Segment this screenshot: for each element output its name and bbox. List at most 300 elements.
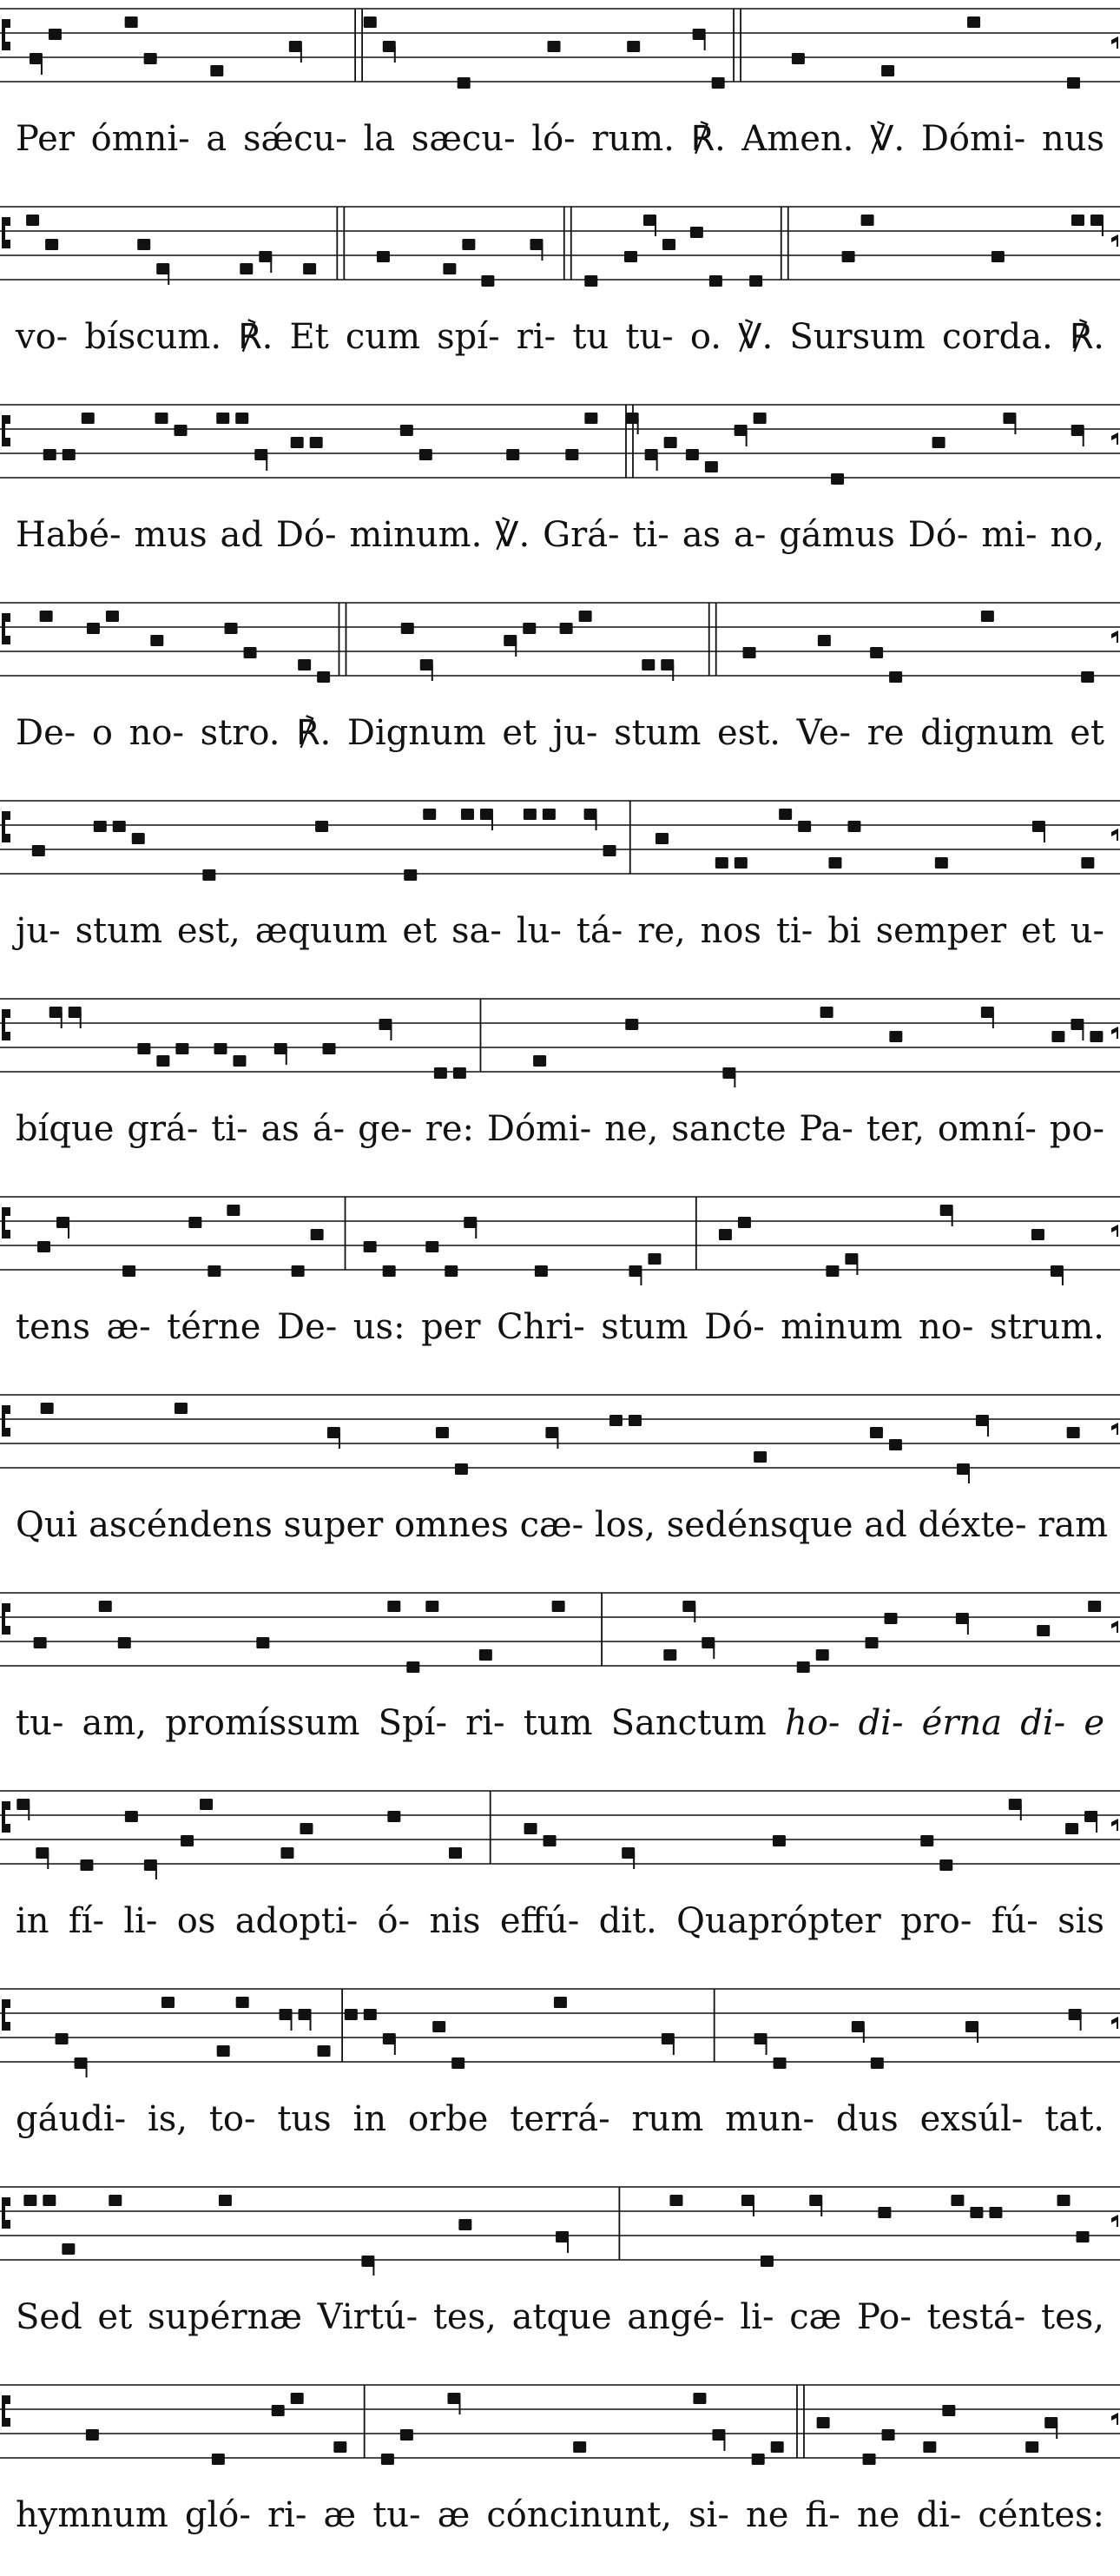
staff-system	[0, 1784, 1120, 1982]
neume-note	[254, 449, 267, 460]
neume-note	[852, 2021, 865, 2032]
neume-note	[735, 425, 748, 436]
neume-note	[436, 1427, 449, 1438]
neume-note	[303, 263, 316, 274]
neume-note	[420, 659, 433, 670]
lyric-syllable: to-	[208, 2099, 256, 2139]
lyric-syllable: am,	[82, 1703, 148, 1743]
lyric-syllable: tat.	[1044, 2099, 1104, 2139]
neume-note	[818, 635, 831, 646]
lyric-syllable: ad	[220, 515, 263, 555]
neume-note	[400, 425, 413, 436]
neume-note	[1051, 1265, 1064, 1277]
neume-note	[754, 413, 767, 424]
neume-note	[863, 2454, 876, 2465]
lyric-syllable: á-	[312, 1109, 346, 1149]
lyric-syllable: Dó-	[275, 515, 337, 555]
neume-note	[664, 437, 677, 448]
lyric-syllable: ju-	[552, 713, 598, 753]
lyric-syllable: Dó-	[907, 515, 969, 555]
lyric-syllable: dit.	[598, 1901, 657, 1941]
neume-note	[345, 2009, 358, 2020]
lyric-syllable: et	[1070, 713, 1104, 753]
neume-note	[144, 1859, 157, 1871]
lyrics-line	[0, 104, 1120, 174]
neume-note	[292, 1265, 305, 1277]
custos-icon	[1111, 829, 1118, 841]
lyric-syllable: ℟.	[1069, 317, 1104, 357]
neume-note	[643, 215, 656, 226]
neume-note	[240, 263, 253, 274]
neume-note	[820, 1007, 833, 1018]
lyric-syllable: rum.	[591, 119, 675, 159]
neume-note	[1069, 2009, 1082, 2020]
neume-note	[956, 1613, 969, 1624]
neume-note	[809, 2195, 822, 2206]
lyrics-line	[0, 2084, 1120, 2154]
neume-note	[624, 251, 637, 262]
neume-note	[1081, 671, 1094, 683]
neume-note	[738, 1217, 751, 1228]
lyric-syllable: ℣.	[738, 317, 774, 357]
lyric-syllable: as	[682, 515, 721, 555]
neume-note	[1077, 2231, 1090, 2242]
neume-note	[603, 845, 616, 856]
neume-note	[445, 1265, 458, 1277]
neume-note	[235, 413, 248, 424]
neume-note	[669, 2195, 682, 2206]
neume-note	[62, 2243, 75, 2255]
neume-note	[773, 1835, 786, 1846]
custos-icon	[1111, 1621, 1118, 1633]
neume-note	[976, 1415, 989, 1426]
lyric-syllable: æquum	[254, 911, 388, 951]
lyric-syllable: mun-	[725, 2099, 815, 2139]
neume-note	[175, 1043, 188, 1054]
neume-note	[56, 1217, 69, 1228]
lyric-syllable: fí-	[68, 1901, 104, 1941]
neume-note	[233, 1055, 246, 1067]
neume-note	[656, 833, 669, 844]
lyric-syllable: Pa-	[799, 1109, 853, 1149]
neume-note	[882, 2429, 895, 2441]
neume-note	[661, 659, 674, 670]
staff	[0, 1388, 1120, 1483]
lyric-syllable: Habé-	[16, 515, 122, 555]
neume-note	[629, 1415, 642, 1426]
neume-note	[1031, 1229, 1044, 1240]
lyric-syllable: re:	[425, 1109, 475, 1149]
lyrics-line	[0, 896, 1120, 966]
lyric-syllable: sedénsque	[666, 1505, 853, 1545]
lyric-syllable: in	[352, 2099, 387, 2139]
neume-note	[735, 857, 748, 869]
neume-note	[1037, 1625, 1050, 1636]
neume-note	[280, 2009, 293, 2020]
lyric-syllable: mi-	[981, 515, 1038, 555]
lyric-syllable: lu-	[516, 911, 562, 951]
lyric-syllable: per	[421, 1307, 481, 1347]
neume-note	[648, 1253, 661, 1265]
neume-note	[1032, 821, 1045, 832]
lyric-syllable: ló-	[531, 119, 576, 159]
neume-note	[524, 1823, 537, 1834]
neume-note	[741, 2195, 754, 2206]
neume-note	[381, 2454, 394, 2465]
lyric-syllable: æ	[323, 2495, 357, 2535]
neume-note	[137, 1043, 150, 1054]
neume-note	[842, 251, 855, 262]
staff	[0, 398, 1120, 493]
neume-note	[423, 809, 436, 820]
lyric-syllable: est.	[717, 713, 781, 753]
neume-note	[573, 2441, 586, 2453]
neume-note	[535, 1265, 548, 1277]
neume-note	[87, 623, 100, 634]
neume-note	[693, 29, 706, 40]
neume-note	[311, 1229, 324, 1240]
lyric-syllable: orbe	[407, 2099, 489, 2139]
lyric-syllable: érna	[921, 1703, 1003, 1743]
lyric-syllable: ℟.	[690, 119, 726, 159]
lyric-syllable: mus	[134, 515, 208, 555]
lyric-syllable: ℟.	[238, 317, 273, 357]
neume-note	[826, 1265, 839, 1277]
neume-note	[383, 2033, 396, 2044]
neume-note	[761, 2256, 774, 2267]
lyric-syllable: ti-	[211, 1109, 248, 1149]
lyric-syllable: o	[91, 713, 113, 753]
neume-note	[1067, 1427, 1080, 1438]
neume-note	[552, 1601, 565, 1612]
neume-note	[300, 1823, 313, 1834]
lyric-syllable: minum	[781, 1307, 903, 1347]
lyrics-line	[0, 500, 1120, 570]
neume-note	[236, 1997, 249, 2008]
neume-note	[1044, 2417, 1057, 2428]
neume-note	[923, 2441, 936, 2453]
lyric-syllable: cum	[345, 317, 420, 357]
lyric-syllable: di-	[1020, 1703, 1066, 1743]
neume-note	[889, 1031, 902, 1042]
staff	[0, 2378, 1120, 2474]
lyric-syllable: ne,	[604, 1109, 659, 1149]
neume-note	[533, 1055, 546, 1067]
custos-icon	[1111, 433, 1118, 445]
lyric-syllable: angé-	[627, 2297, 725, 2337]
neume-note	[364, 2009, 377, 2020]
lyric-syllable: strum.	[989, 1307, 1104, 1347]
lyric-syllable: omní-	[937, 1109, 1037, 1149]
lyric-syllable: ℟.	[296, 713, 332, 753]
staff	[0, 200, 1120, 295]
neume-note	[377, 251, 390, 262]
neume-note	[256, 1637, 269, 1648]
neume-note	[1090, 1031, 1103, 1042]
neume-note	[548, 41, 561, 52]
c-clef-icon	[2, 1999, 10, 2031]
neume-note	[214, 1043, 227, 1054]
neume-note	[364, 17, 377, 28]
c-clef-icon	[2, 217, 10, 248]
lyric-syllable: re	[866, 713, 905, 753]
neume-note	[1067, 77, 1080, 89]
staff	[0, 1982, 1120, 2077]
lyric-syllable: Ve-	[796, 713, 852, 753]
lyric-syllable: ó-	[377, 1901, 411, 1941]
lyric-syllable: bíscum.	[84, 317, 222, 357]
lyric-syllable: Po-	[856, 2297, 912, 2337]
lyric-syllable: gáudi-	[16, 2099, 127, 2139]
neume-note	[828, 857, 841, 869]
lyric-syllable: tus	[277, 2099, 332, 2139]
neume-note	[479, 1649, 492, 1661]
staff	[0, 1586, 1120, 1681]
neume-note	[1084, 1811, 1097, 1822]
neume-note	[1081, 857, 1094, 869]
staff	[0, 992, 1120, 1087]
neume-note	[584, 809, 597, 820]
neume-note	[662, 2033, 675, 2044]
custos-icon	[1111, 36, 1118, 49]
neume-note	[885, 1613, 898, 1624]
lyric-syllable: ne	[856, 2495, 900, 2535]
neume-note	[702, 1637, 715, 1648]
neume-note	[175, 1403, 188, 1414]
neume-note	[1090, 215, 1104, 226]
neume-note	[690, 227, 703, 238]
lyric-syllable: minum.	[349, 515, 483, 555]
staff-system	[0, 794, 1120, 992]
lyric-syllable: sa-	[451, 911, 502, 951]
neume-note	[113, 821, 126, 832]
lyric-syllable: Quaprópter	[676, 1901, 881, 1941]
lyric-syllable: in	[16, 1901, 49, 1941]
neume-note	[289, 41, 302, 52]
neume-note	[274, 1043, 287, 1054]
neume-note	[49, 29, 62, 40]
neume-note	[216, 413, 229, 424]
neume-note	[434, 1067, 447, 1079]
neume-note	[175, 425, 188, 436]
lyric-syllable: a-	[733, 515, 767, 555]
neume-note	[432, 2021, 445, 2032]
lyric-syllable: terrá-	[510, 2099, 610, 2139]
neume-note	[970, 2207, 983, 2218]
neume-note	[310, 437, 323, 448]
neume-note	[299, 2009, 312, 2020]
neume-note	[94, 821, 107, 832]
custos-icon	[1111, 1423, 1118, 1435]
neume-note	[940, 1205, 953, 1216]
lyric-syllable: tes,	[1041, 2297, 1104, 2337]
neume-note	[82, 413, 95, 424]
staff-system	[0, 2, 1120, 200]
neume-note	[43, 449, 56, 460]
neume-note	[662, 239, 675, 250]
custos-icon	[1111, 1819, 1118, 1831]
staff-system	[0, 1586, 1120, 1784]
neume-note	[26, 215, 39, 226]
custos-icon	[1111, 2017, 1118, 2029]
neume-note	[155, 413, 168, 424]
neume-note	[210, 65, 223, 76]
lyric-syllable: ge-	[358, 1109, 412, 1149]
lyric-syllable: tens	[16, 1307, 91, 1347]
neume-note	[404, 869, 417, 881]
lyric-syllable: sancte	[671, 1109, 787, 1149]
neume-note	[682, 1601, 695, 1612]
lyric-syllable: corda.	[941, 317, 1053, 357]
neume-note	[831, 473, 844, 485]
neume-note	[37, 1241, 50, 1252]
lyric-syllable: dus	[835, 2099, 899, 2139]
lyric-syllable: exsúl-	[919, 2099, 1024, 2139]
custos-icon	[1111, 631, 1118, 643]
lyric-syllable: ter,	[866, 1109, 925, 1149]
neume-note	[845, 1253, 858, 1265]
neume-note	[866, 1637, 879, 1648]
neume-note	[622, 1847, 635, 1859]
staff-system	[0, 2180, 1120, 2378]
neume-note	[749, 275, 762, 287]
lyric-syllable: di-	[858, 1703, 904, 1743]
neume-note	[364, 1241, 377, 1252]
neume-note	[383, 1265, 396, 1277]
c-clef-icon	[2, 1603, 10, 1635]
lyric-syllable: cæ-	[519, 1505, 584, 1545]
neume-note	[23, 2195, 36, 2206]
lyric-syllable: tu-	[625, 317, 674, 357]
lyrics-line	[0, 1688, 1120, 1758]
neume-note	[627, 41, 640, 52]
neume-note	[379, 1019, 392, 1030]
lyric-syllable: o.	[689, 317, 721, 357]
neume-note	[752, 2454, 765, 2465]
neume-note	[989, 2207, 1002, 2218]
neume-note	[798, 821, 811, 832]
neume-note	[847, 821, 860, 832]
lyric-syllable: et	[402, 911, 438, 951]
lyric-syllable: Dómi-	[920, 119, 1026, 159]
neume-note	[144, 53, 157, 64]
staff-system	[0, 2378, 1120, 2576]
staff	[0, 2, 1120, 97]
c-clef-icon	[2, 2197, 10, 2229]
lyric-syllable: grá-	[127, 1109, 199, 1149]
neume-note	[387, 1601, 400, 1612]
lyric-syllable: ómni-	[90, 119, 190, 159]
c-clef-icon	[2, 415, 10, 446]
lyric-syllable: ti-	[632, 515, 669, 555]
neume-note	[323, 1043, 336, 1054]
neume-note	[816, 1649, 829, 1661]
lyrics-line	[0, 1292, 1120, 1362]
lyrics-line	[0, 698, 1120, 768]
neume-note	[663, 1649, 676, 1661]
neume-note	[556, 2231, 569, 2242]
lyric-syllable: cæ	[789, 2297, 842, 2337]
neume-note	[453, 1067, 466, 1079]
neume-note	[992, 251, 1005, 262]
lyric-syllable: Grá-	[543, 515, 620, 555]
neume-note	[1065, 1823, 1078, 1834]
neume-note	[709, 275, 722, 287]
neume-note	[544, 1835, 557, 1846]
neume-note	[455, 1463, 468, 1475]
neume-note	[49, 1007, 63, 1018]
neume-note	[156, 1055, 169, 1067]
neume-note	[41, 1403, 54, 1414]
neume-note	[560, 623, 573, 634]
lyric-syllable: ho-	[785, 1703, 840, 1743]
neume-note	[565, 449, 578, 460]
neume-note	[80, 1859, 93, 1871]
neume-note	[333, 2441, 346, 2453]
lyric-syllable: bíque	[16, 1109, 115, 1149]
neume-note	[63, 449, 76, 460]
neume-note	[400, 2429, 413, 2441]
lyric-syllable: si-	[688, 2495, 729, 2535]
neume-note	[109, 2195, 122, 2206]
neume-note	[156, 263, 169, 274]
lyric-syllable: spí-	[437, 317, 500, 357]
lyric-syllable: u-	[1070, 911, 1104, 951]
neume-note	[317, 671, 330, 683]
neume-note	[645, 449, 658, 460]
neume-note	[419, 449, 432, 460]
lyric-syllable: et	[502, 713, 537, 753]
neume-note	[383, 41, 396, 52]
lyric-syllable: testá-	[926, 2297, 1026, 2337]
neume-note	[106, 611, 119, 622]
lyric-syllable: ne	[745, 2495, 789, 2535]
neume-note	[743, 647, 756, 658]
c-clef-icon	[2, 613, 10, 644]
c-clef-icon	[2, 1801, 10, 1833]
neume-note	[792, 53, 805, 64]
lyric-syllable: no-	[918, 1307, 974, 1347]
neume-note	[425, 1601, 438, 1612]
neume-note	[609, 1415, 623, 1426]
lyric-syllable: nus	[1041, 119, 1104, 159]
neume-note	[543, 809, 556, 820]
lyric-syllable: atque	[511, 2297, 612, 2337]
lyric-syllable: rum	[631, 2099, 704, 2139]
neume-note	[150, 635, 163, 646]
neume-note	[817, 2417, 830, 2428]
lyric-syllable: super	[283, 1505, 384, 1545]
neume-note	[935, 857, 948, 869]
lyric-syllable: ju-	[16, 911, 61, 951]
neume-note	[797, 1661, 810, 1673]
lyric-syllable: est,	[176, 911, 240, 951]
lyric-syllable: vo-	[16, 317, 69, 357]
neume-note	[981, 1007, 994, 1018]
lyric-syllable: ri-	[267, 2495, 307, 2535]
neume-note	[118, 1637, 131, 1648]
lyric-syllable: térne	[167, 1307, 261, 1347]
neume-note	[291, 2393, 304, 2404]
lyric-syllable: sǽcu-	[242, 119, 347, 159]
lyric-syllable: sæcu-	[411, 119, 516, 159]
neume-note	[705, 461, 718, 472]
neume-note	[272, 2405, 285, 2416]
neume-note	[181, 1835, 194, 1846]
neume-note	[122, 1265, 135, 1277]
staff-system	[0, 596, 1120, 794]
neume-note	[45, 239, 58, 250]
